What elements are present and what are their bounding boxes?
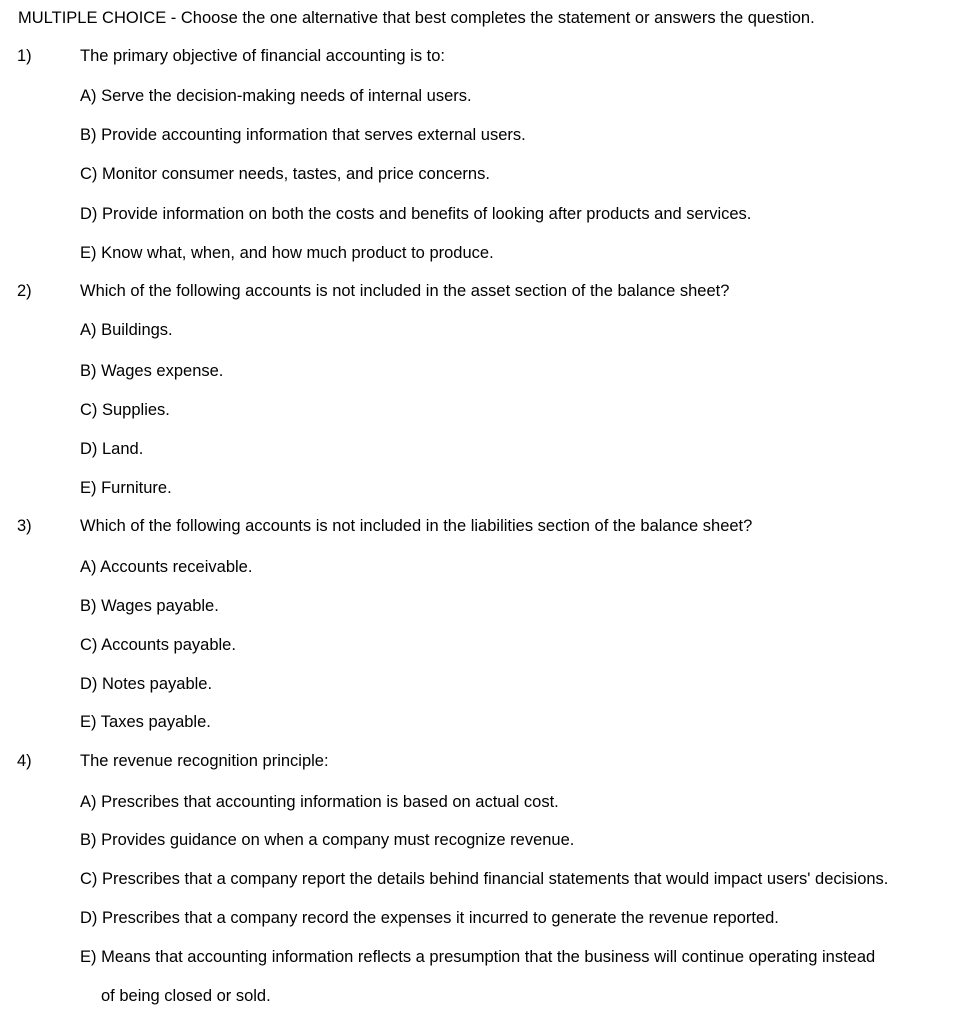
question-2-option-e: E) Furniture. bbox=[80, 479, 172, 497]
question-3-option-a: A) Accounts receivable. bbox=[80, 558, 253, 576]
question-4-prompt: The revenue recognition principle: bbox=[80, 752, 329, 770]
question-2-prompt: Which of the following accounts is not included in the asset section of the balance sheet? bbox=[80, 282, 730, 300]
question-3-option-b: B) Wages payable. bbox=[80, 597, 219, 615]
question-1-option-e: E) Know what, when, and how much product to produce. bbox=[80, 244, 494, 262]
question-2-option-c: C) Supplies. bbox=[80, 401, 170, 419]
question-2-option-a: A) Buildings. bbox=[80, 321, 173, 339]
question-3-option-d: D) Notes payable. bbox=[80, 675, 213, 693]
question-4-option-e: E) Means that accounting information reflects a presumption that the business will continue operating instead bbox=[80, 948, 876, 966]
question-2-option-d: D) Land. bbox=[80, 440, 144, 458]
question-1-prompt: The primary objective of financial accounting is to: bbox=[80, 47, 446, 65]
question-3-number: 3) bbox=[17, 517, 32, 535]
question-1-number: 1) bbox=[17, 47, 32, 65]
question-1-option-a: A) Serve the decision-making needs of internal users. bbox=[80, 87, 472, 105]
question-4-option-d: D) Prescribes that a company record the expenses it incurred to generate the revenue reported. bbox=[80, 909, 779, 927]
question-3-option-c: C) Accounts payable. bbox=[80, 636, 236, 654]
question-4-option-e-continuation: of being closed or sold. bbox=[101, 987, 271, 1005]
question-1-option-c: C) Monitor consumer needs, tastes, and price concerns. bbox=[80, 165, 490, 183]
question-1-option-b: B) Provide accounting information that serves external users. bbox=[80, 126, 526, 144]
instructions-heading: MULTIPLE CHOICE - Choose the one alternative that best completes the statement or answers the question. bbox=[18, 9, 815, 27]
question-2-number: 2) bbox=[17, 282, 32, 300]
question-4-number: 4) bbox=[17, 752, 32, 770]
question-1-option-d: D) Provide information on both the costs and benefits of looking after products and services. bbox=[80, 205, 752, 223]
question-3-option-e: E) Taxes payable. bbox=[80, 713, 211, 731]
question-4-option-b: B) Provides guidance on when a company must recognize revenue. bbox=[80, 831, 575, 849]
question-3-prompt: Which of the following accounts is not included in the liabilities section of the balance sheet? bbox=[80, 517, 753, 535]
question-4-option-a: A) Prescribes that accounting information is based on actual cost. bbox=[80, 793, 559, 811]
question-2-option-b: B) Wages expense. bbox=[80, 362, 224, 380]
question-4-option-c: C) Prescribes that a company report the details behind financial statements that would impact users' decisions. bbox=[80, 870, 889, 888]
